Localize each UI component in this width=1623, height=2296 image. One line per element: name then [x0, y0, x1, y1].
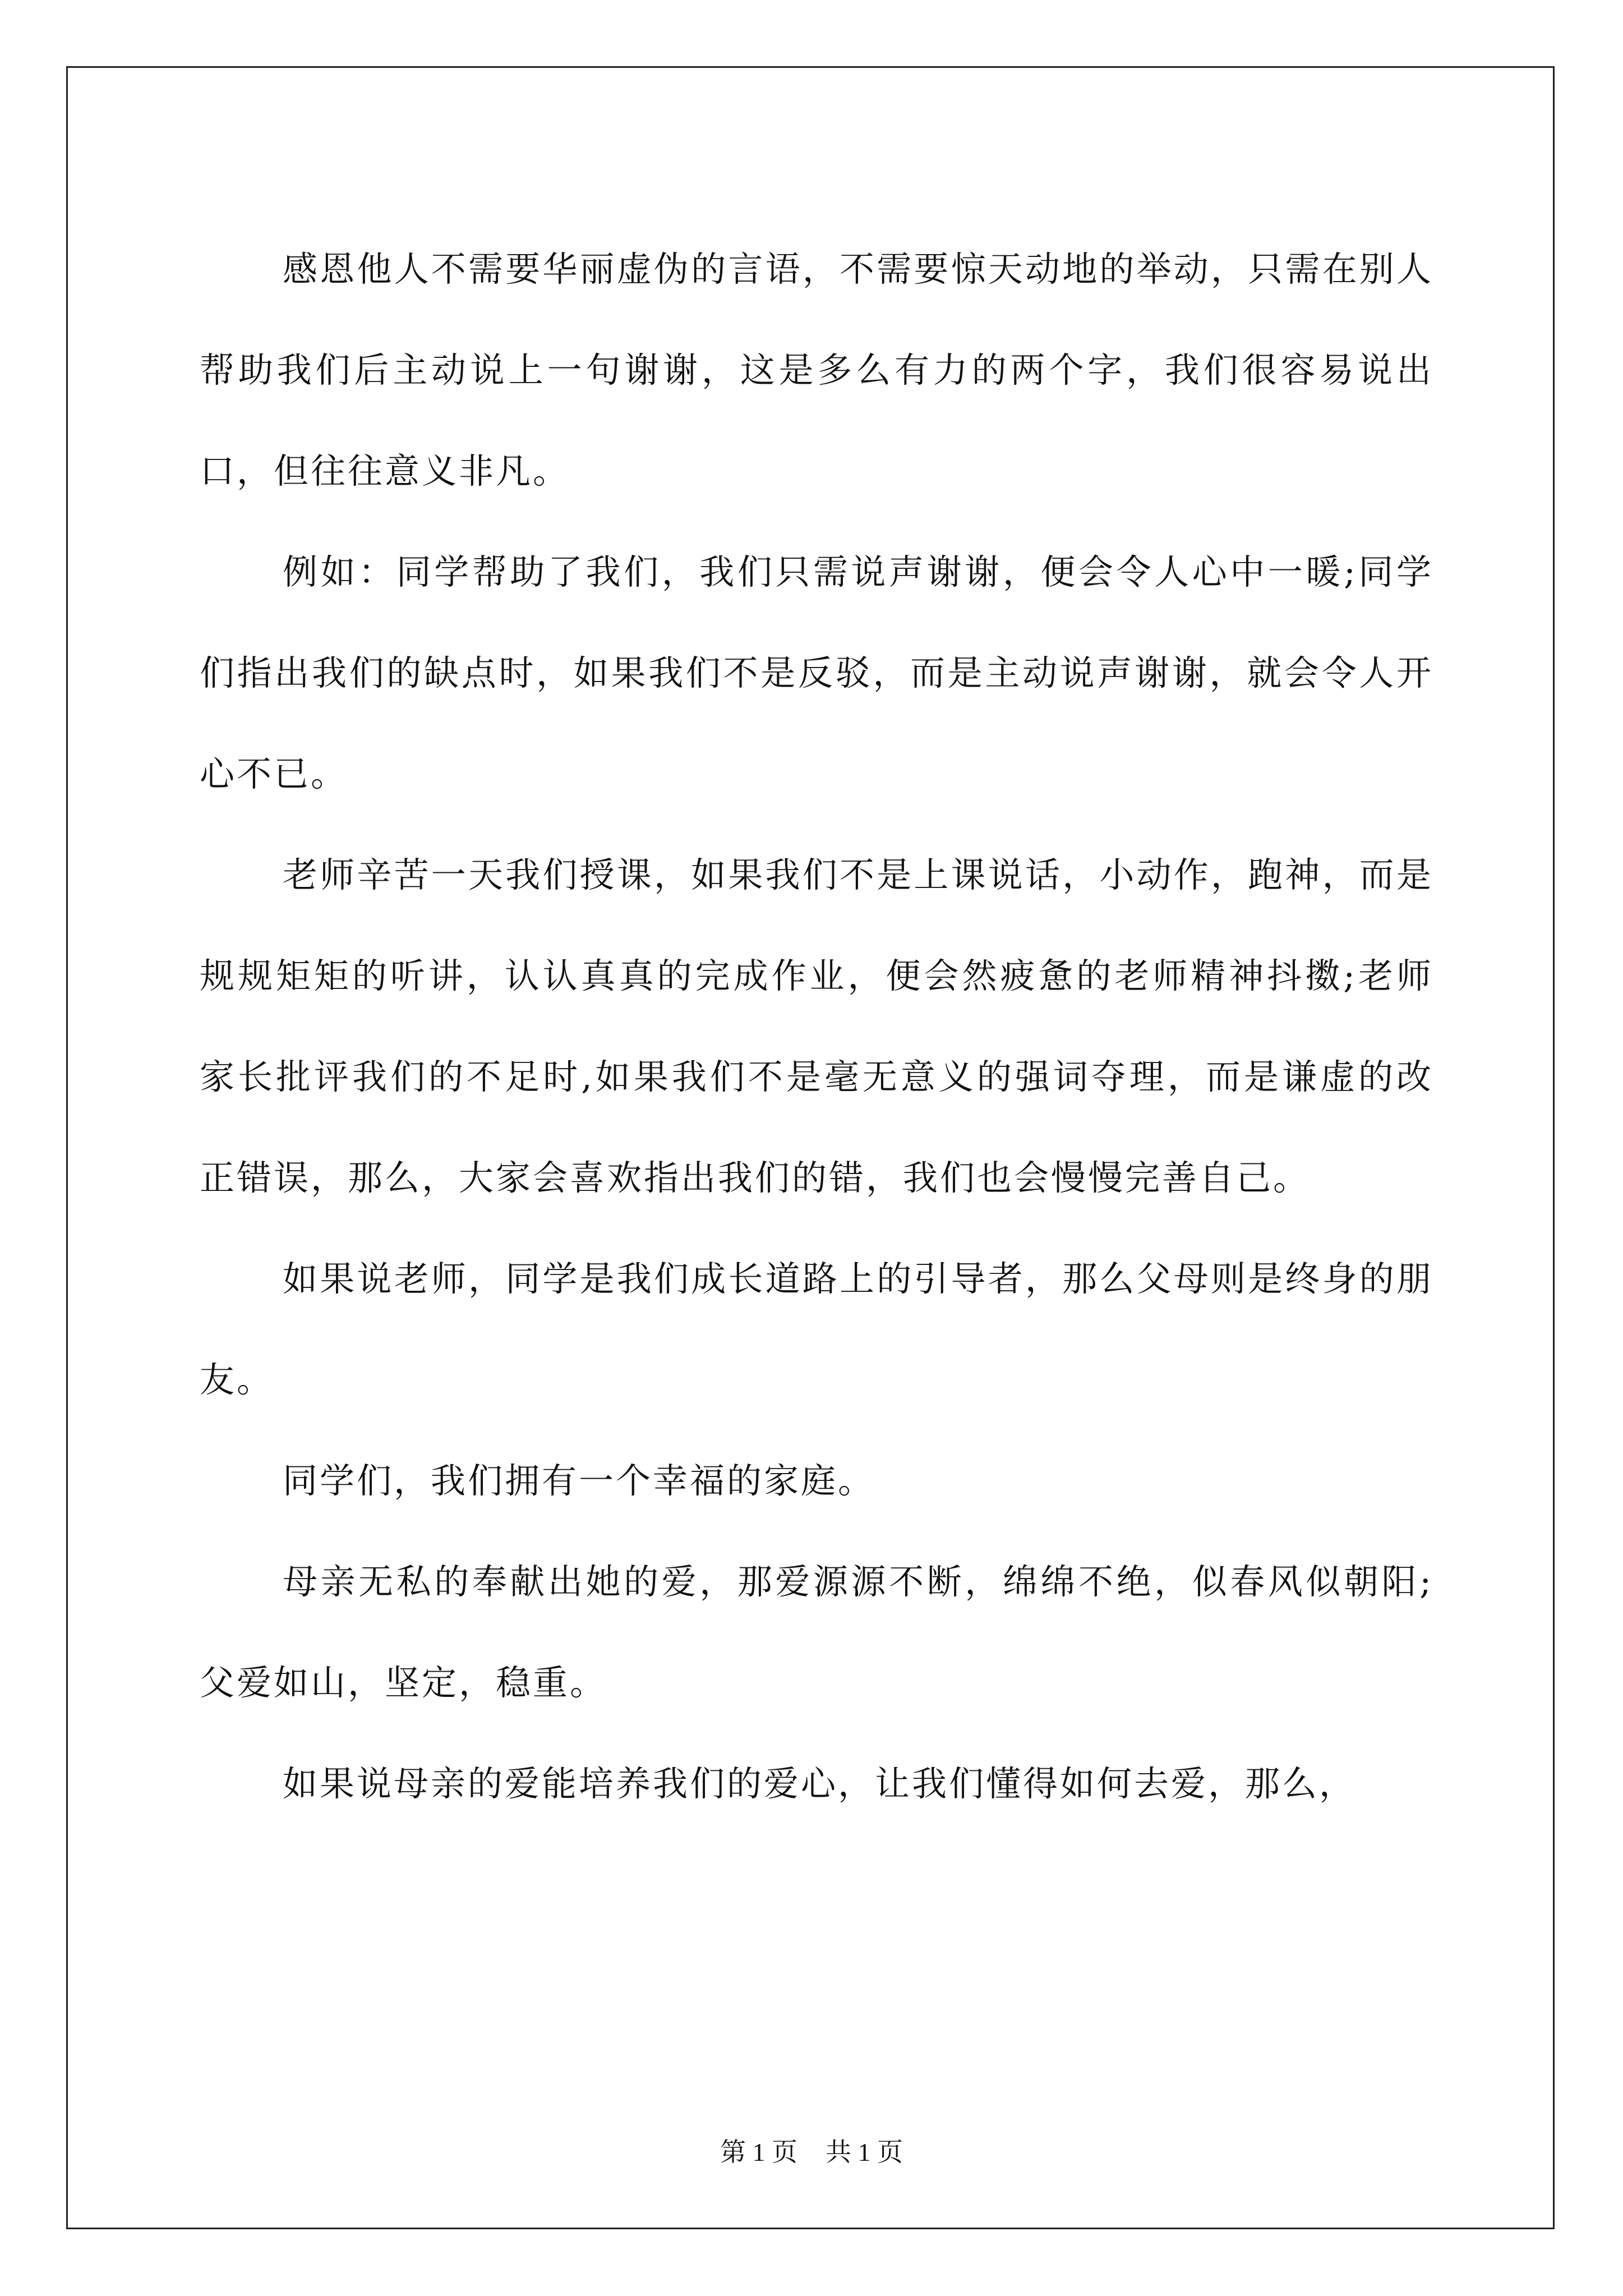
- document-body: [200, 219, 1433, 1834]
- paragraph: 母亲无私的奉献出她的爱，那爱源源不断，绵绵不绝，似春风似朝阳;父爱如山，坚定，稳重。: [200, 1561, 1433, 1703]
- page-footer: [0, 2132, 1623, 2169]
- paragraph: 如果说老师，同学是我们成长道路上的引导者，那么父母则是终身的朋友。: [200, 1258, 1433, 1400]
- paragraph: 感恩他人不需要华丽虚伪的言语，不需要惊天动地的举动，只需在别人帮助我们后主动说上一句谢谢，这是多么有力的两个字，我们很容易说出口，但往往意义非凡。: [200, 249, 1433, 491]
- paragraph: 老师辛苦一天我们授课，如果我们不是上课说话，小动作，跑神，而是规规矩矩的听讲，认认真真的完成作业，便会然疲惫的老师精神抖擞;老师家长批评我们的不足时,如果我们不是毫无意义的强词夺理，而是谦虚的改正错误，那么，大家会喜欢指出我们的错，我们也会慢慢完善自己。: [200, 854, 1433, 1198]
- paragraph: 例如：同学帮助了我们，我们只需说声谢谢，便会令人心中一暖;同学们指出我们的缺点时，如果我们不是反驳，而是主动说声谢谢，就会令人开心不已。: [200, 551, 1433, 794]
- page-number-current: 第 1 页: [720, 2138, 797, 2166]
- paragraph: 同学们，我们拥有一个幸福的家庭。: [283, 1460, 875, 1501]
- paragraph: 如果说母亲的爱能培养我们的爱心，让我们懂得如何去爱，那么，: [283, 1763, 1357, 1804]
- page-number-total: 共 1 页: [826, 2138, 903, 2166]
